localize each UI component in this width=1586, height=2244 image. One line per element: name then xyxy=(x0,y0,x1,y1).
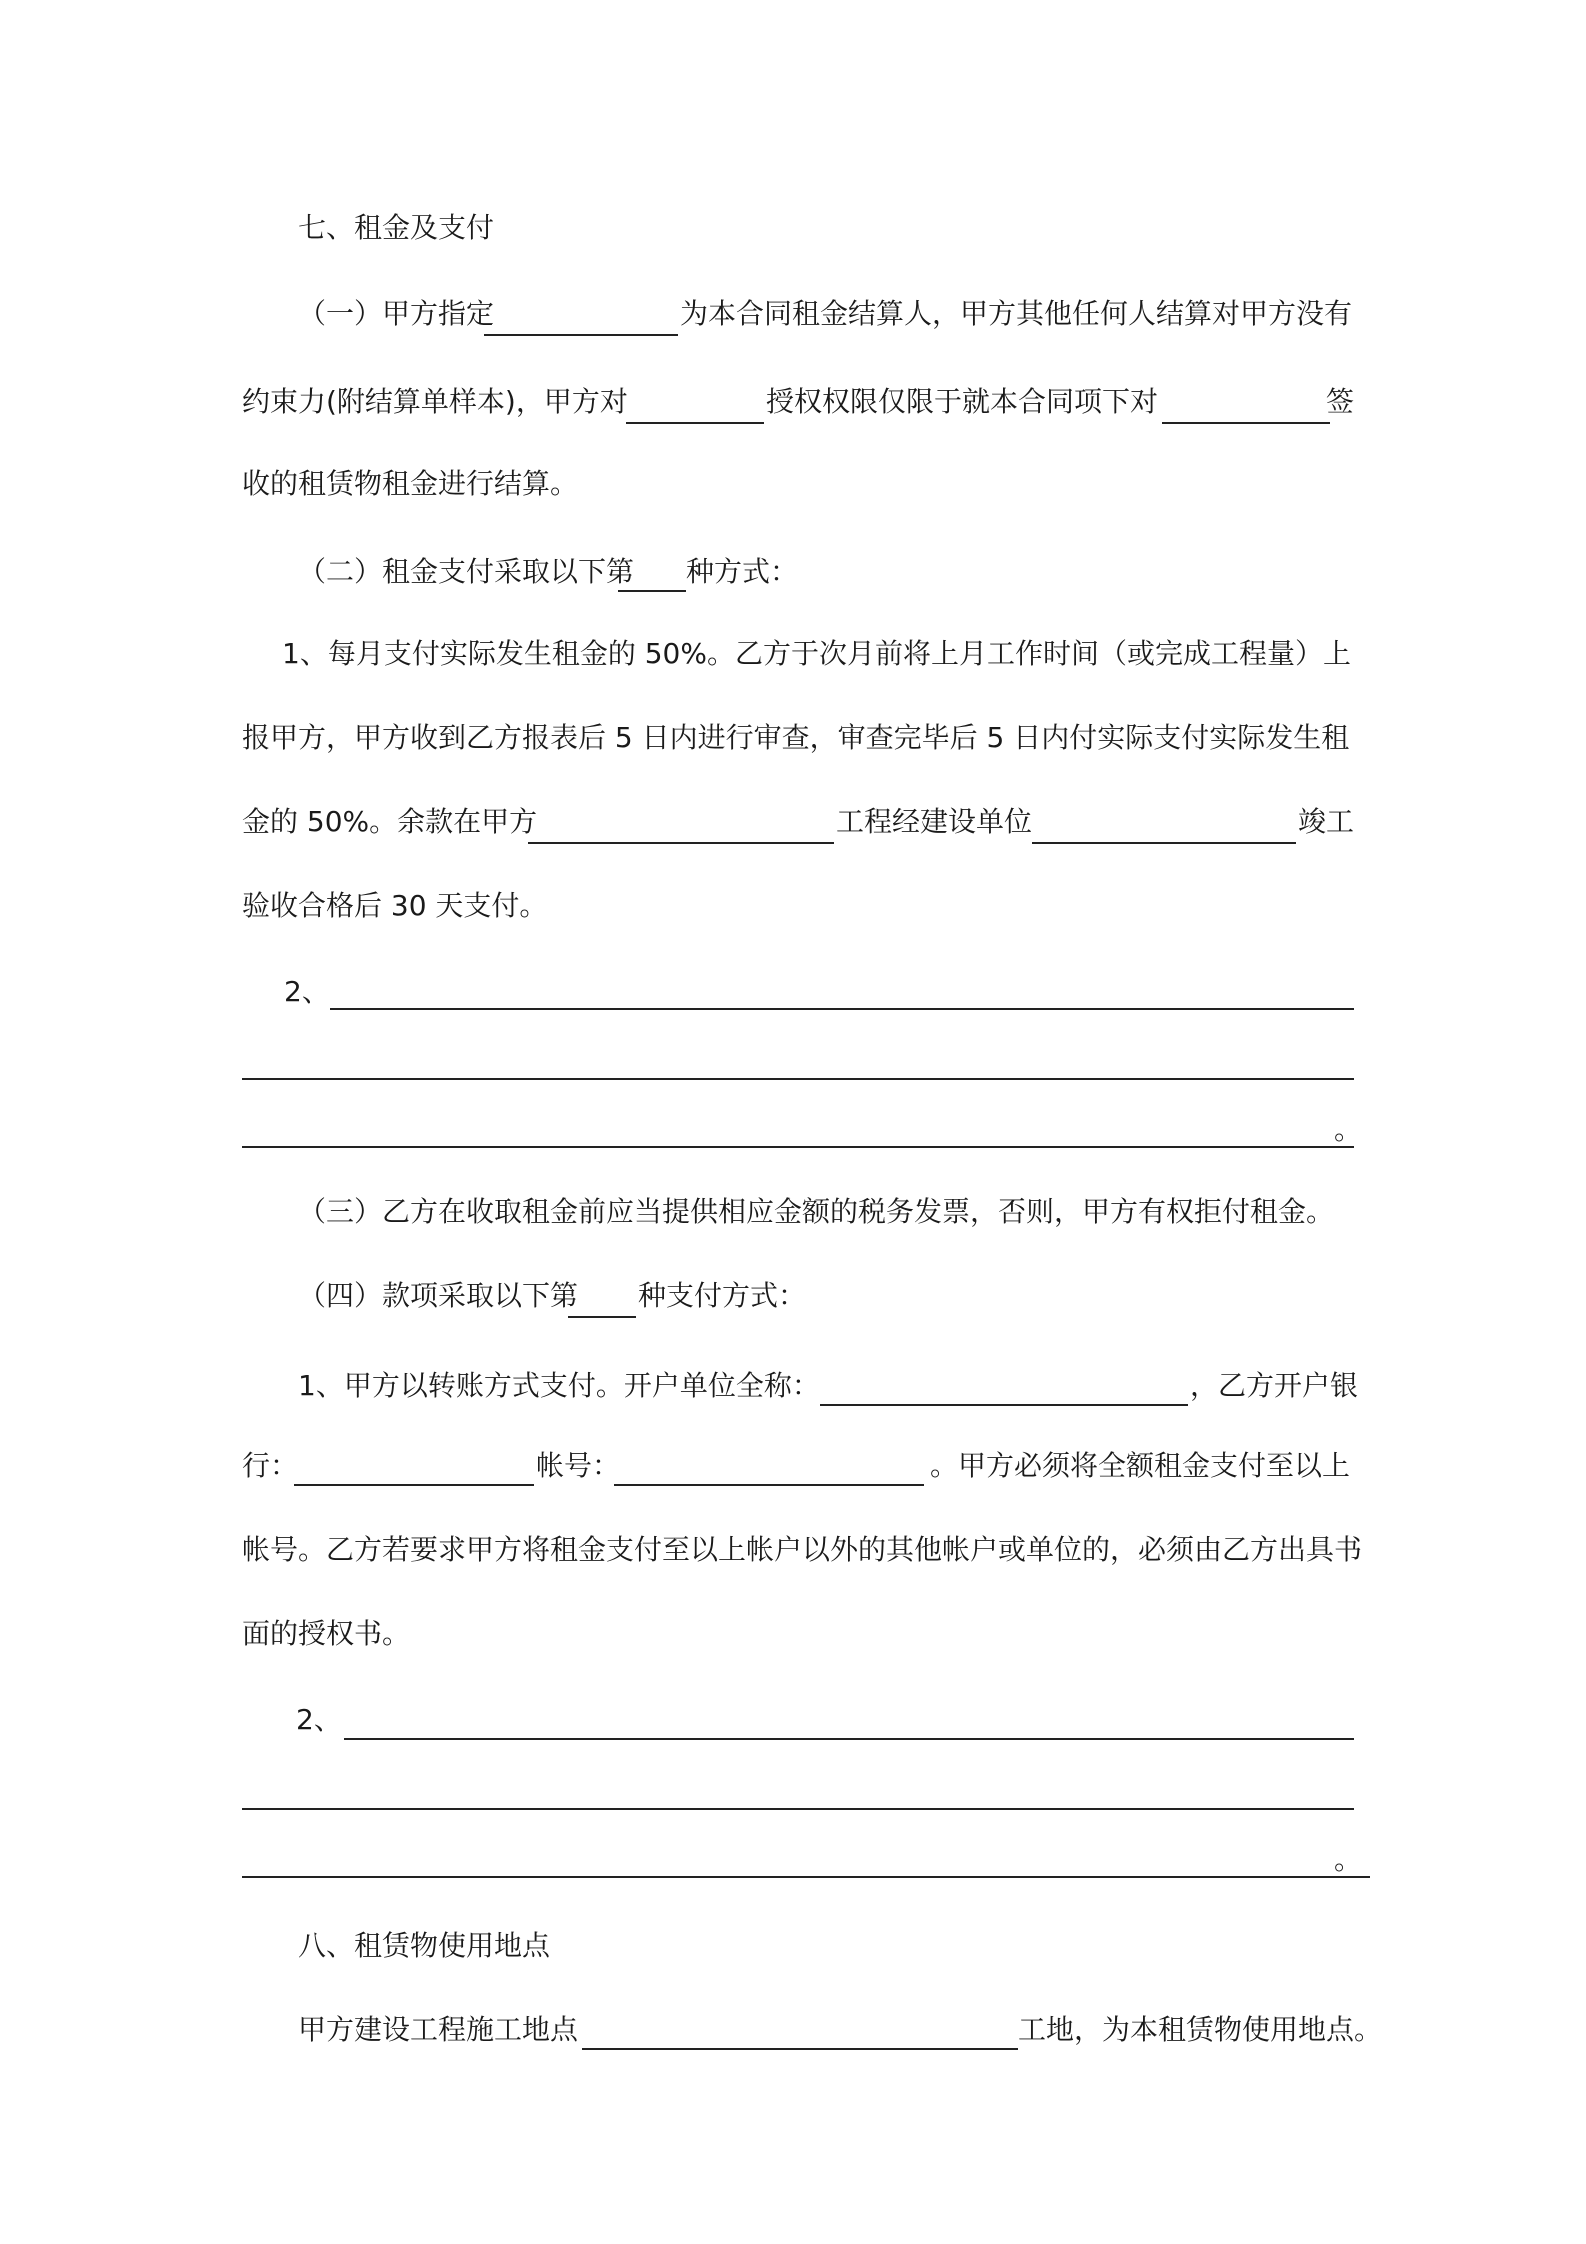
p2-item2-blank-line2[interactable] xyxy=(242,1078,1354,1080)
construction-site-blank[interactable] xyxy=(582,2048,1018,2050)
p4-item1-line1b: ，乙方开户银 xyxy=(1190,1369,1359,1402)
payment-way-number-blank[interactable] xyxy=(568,1316,636,1318)
p1-text-d: 授权权限仅限于就本合同项下对 xyxy=(766,385,1159,418)
p2-text-b: 种方式： xyxy=(686,555,799,588)
account-holder-name-blank[interactable] xyxy=(820,1404,1188,1406)
p2-item2-end: 。 xyxy=(1334,1113,1363,1146)
p1-text-b: 为本合同租金结算人，甲方其他任何人结算对甲方没有 xyxy=(680,297,1353,330)
authorized-person-blank[interactable] xyxy=(626,422,764,424)
p1-text-c: 约束力(附结算单样本)，甲方对 xyxy=(242,385,628,418)
p4-item2-prefix: 2、 xyxy=(296,1703,342,1736)
p2-item2-blank-line3[interactable] xyxy=(242,1146,1354,1148)
p3-text: （三）乙方在收取租金前应当提供相应金额的税务发票，否则，甲方有权拒付租金。 xyxy=(298,1195,1335,1228)
p2-item1-line3b: 工程经建设单位 xyxy=(836,805,1033,838)
p2-item2-prefix: 2、 xyxy=(284,975,330,1008)
p4-item1-line2c: 。甲方必须将全额租金支付至以上 xyxy=(930,1449,1351,1482)
section-8-title: 八、租赁物使用地点 xyxy=(298,1929,551,1962)
p4-item1-line1a: 1、甲方以转账方式支付。开户单位全称： xyxy=(298,1369,820,1402)
construction-unit-blank[interactable] xyxy=(1032,842,1296,844)
p4-text-b: 种支付方式： xyxy=(638,1279,807,1312)
section-7-title: 七、租金及支付 xyxy=(298,211,495,244)
p2-item2-blank-line1[interactable] xyxy=(330,1008,1354,1010)
sign-target-blank[interactable] xyxy=(1162,422,1330,424)
account-number-blank[interactable] xyxy=(614,1484,924,1486)
p1-text-e: 签 xyxy=(1326,385,1355,418)
p2-item1-line2: 报甲方，甲方收到乙方报表后 5 日内进行审查，审查完毕后 5 日内付实际支付实际发生租 xyxy=(242,721,1350,754)
payment-method-number-blank[interactable] xyxy=(618,590,686,592)
p4-item2-blank-line1[interactable] xyxy=(344,1738,1354,1740)
p1-text-a: （一）甲方指定 xyxy=(298,297,495,330)
p4-item1-line4: 面的授权书。 xyxy=(242,1617,411,1650)
p4-item1-line3: 帐号。乙方若要求甲方将租金支付至以上帐户以外的其他帐户或单位的，必须由乙方出具书 xyxy=(242,1533,1363,1566)
p2-item1-line1: 1、每月支付实际发生租金的 50%。乙方于次月前将上月工作时间（或完成工程量）上 xyxy=(282,637,1351,670)
p2-item1-line3c: 竣工 xyxy=(1298,805,1355,838)
section-8-line-b: 工地，为本租赁物使用地点。 xyxy=(1018,2013,1383,2046)
p2-text-a: （二）租金支付采取以下第 xyxy=(298,555,635,588)
p2-item1-line3a: 金的 50%。余款在甲方 xyxy=(242,805,538,838)
project-name-blank[interactable] xyxy=(528,842,834,844)
p2-item1-line4: 验收合格后 30 天支付。 xyxy=(242,889,548,922)
p4-item2-blank-line2[interactable] xyxy=(242,1808,1354,1810)
p4-item1-line2a: 行： xyxy=(242,1449,299,1482)
p4-text-a: （四）款项采取以下第 xyxy=(298,1279,579,1312)
p4-item2-end: 。 xyxy=(1334,1843,1363,1876)
section-8-line-a: 甲方建设工程施工地点 xyxy=(298,2013,579,2046)
bank-name-blank[interactable] xyxy=(294,1484,534,1486)
p4-item2-blank-line3[interactable] xyxy=(242,1876,1370,1878)
p1-text-f: 收的租赁物租金进行结算。 xyxy=(242,467,579,500)
p4-item1-line2b: 帐号： xyxy=(536,1449,621,1482)
settlement-person-blank[interactable] xyxy=(484,334,678,336)
